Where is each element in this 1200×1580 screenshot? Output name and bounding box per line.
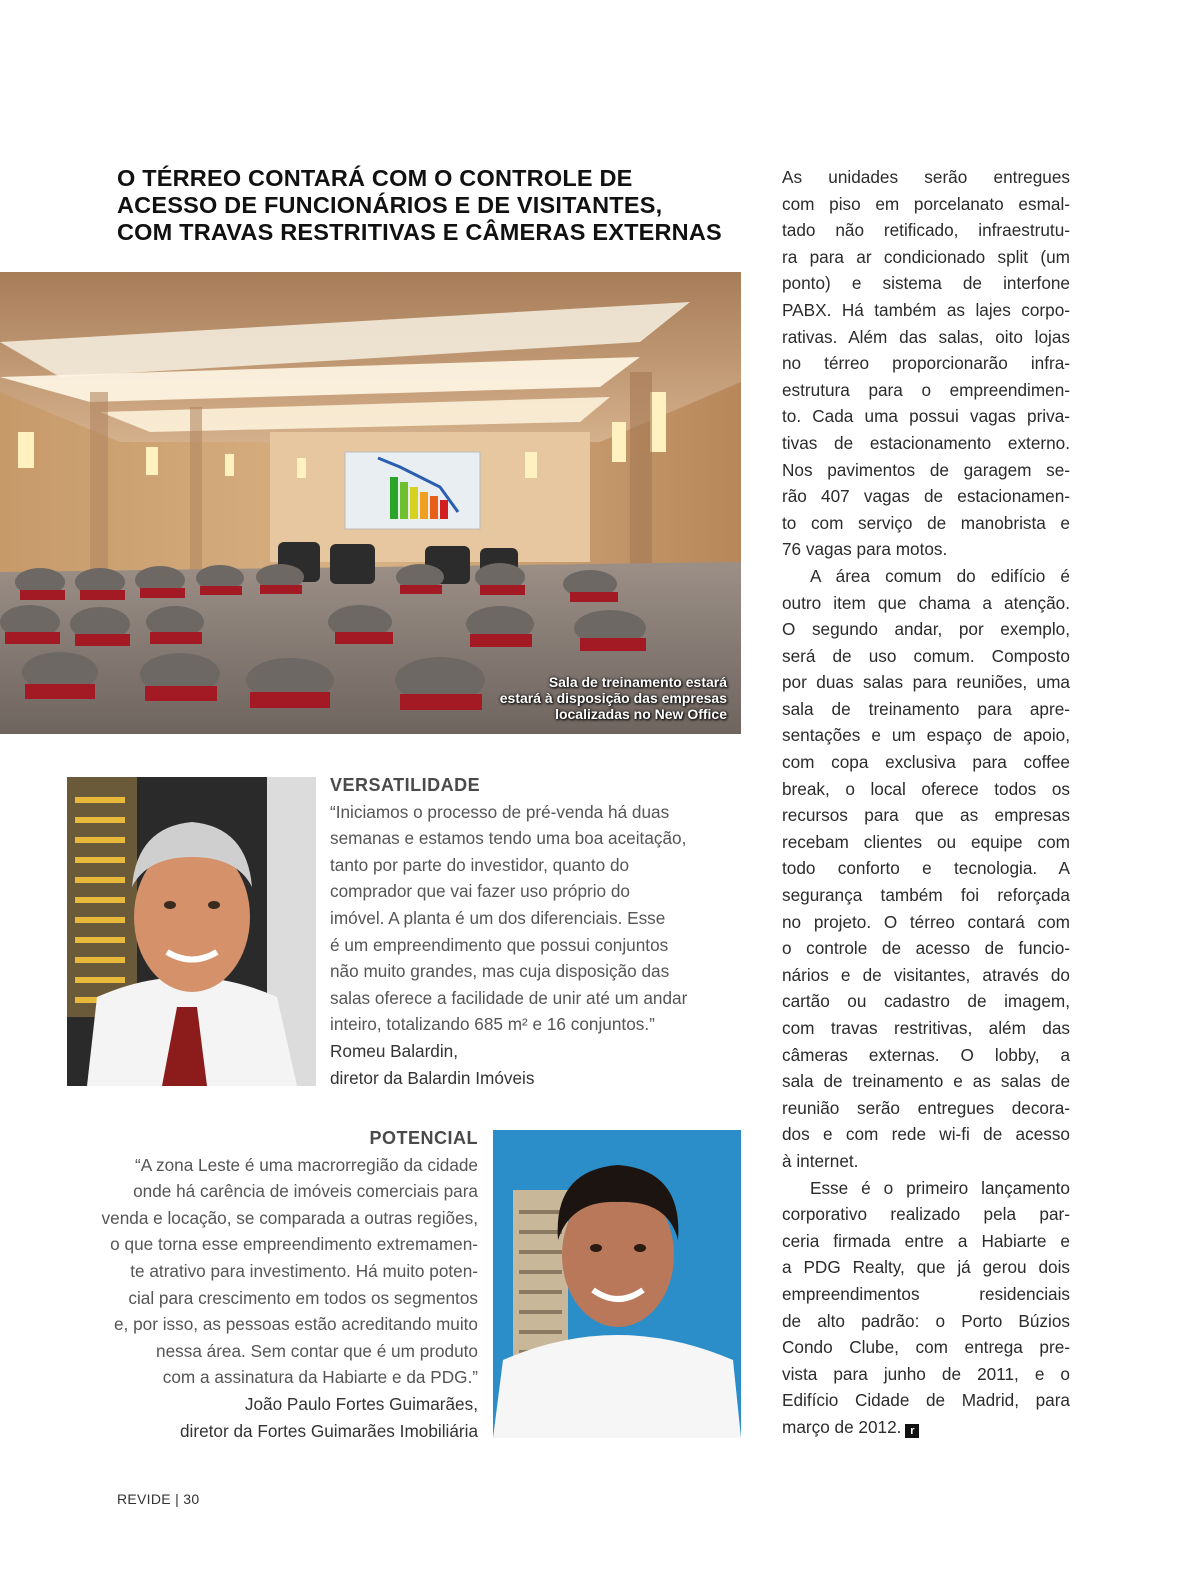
body-line: estrutura para o empreendimen- — [782, 379, 1070, 400]
photo-caption — [500, 674, 727, 722]
page-footer: REVIDE | 30 — [117, 1491, 200, 1507]
body-line: tivas de estacionamento externo. — [782, 432, 1070, 453]
body-line: Edifício Cidade de Madrid, para — [782, 1390, 1070, 1411]
quote-line: “A zona Leste é uma macrorregião da cidade — [135, 1154, 478, 1175]
body-line: O segundo andar, por exemplo, — [782, 619, 1070, 640]
body-line: no térreo proporcionarão infra- — [782, 353, 1070, 374]
quote-line: e, por isso, as pessoas estão acreditando muito — [113, 1314, 478, 1335]
body-line: nários e de visitantes, através do — [782, 964, 1070, 985]
quote-author-role: diretor da Fortes Guimarães Imobiliária — [179, 1420, 478, 1441]
quote-line: semanas e estamos tendo uma boa aceitação, — [330, 828, 687, 849]
quote-line: venda e locação, se comparada a outras regiões, — [101, 1207, 478, 1228]
body-line: o controle de acesso de funcio- — [782, 938, 1070, 959]
photo-caption-line: localizadas no New Office — [555, 706, 727, 722]
quote-title: POTENCIAL — [369, 1128, 478, 1148]
quote-line: com a assinatura da Habiarte e da PDG.” — [162, 1367, 478, 1388]
body-line: to com serviço de manobrista e — [782, 512, 1070, 533]
quote-line: salas oferece a facilidade de unir até um andar — [330, 987, 688, 1008]
body-line: PABX. Há também as lajes corpo- — [782, 299, 1070, 320]
body-line: Nos pavimentos de garagem se- — [782, 459, 1070, 480]
body-line-text: março de 2012. — [782, 1416, 902, 1437]
body-line: sala de treinamento para apre- — [782, 698, 1070, 719]
headline-line: COM TRAVAS RESTRITIVAS E CÂMERAS EXTERNAS — [117, 219, 722, 245]
body-line: de alto padrão: o Porto Búzios — [782, 1310, 1070, 1331]
body-line: dos e com rede wi-fi de acesso — [782, 1124, 1070, 1145]
body-line: sentações e um espaço de apoio, — [782, 725, 1070, 746]
body-line: empreendimentos residenciais — [782, 1283, 1070, 1304]
headline-line: ACESSO DE FUNCIONÁRIOS E DE VISITANTES, — [117, 192, 663, 218]
body-line: será de uso comum. Composto — [782, 645, 1070, 666]
body-line: to. Cada uma possui vagas priva- — [782, 406, 1070, 427]
body-line: por duas salas para reuniões, uma — [782, 672, 1070, 693]
body-line: rão 407 vagas de estacionamen- — [782, 486, 1070, 507]
photo-caption-line: Sala de treinamento estará — [548, 674, 727, 690]
quote-author-role: diretor da Balardin Imóveis — [330, 1067, 535, 1088]
headline — [117, 165, 757, 246]
body-line: com travas restritivas, além das — [782, 1018, 1070, 1038]
body-line: com copa exclusiva para coffee — [782, 752, 1070, 773]
body-line: com piso em porcelanato esmal- — [782, 193, 1070, 214]
article-body — [782, 164, 1070, 1441]
body-line: cartão ou cadastro de imagem, — [782, 991, 1070, 1012]
training-room-photo — [0, 272, 741, 734]
body-line: rativas. Além das salas, oito lojas — [782, 326, 1070, 347]
body-line: sala de treinamento e as salas de — [782, 1071, 1070, 1092]
portrait-illustration — [67, 777, 316, 1086]
body-line: ra para ar condicionado split (um — [782, 246, 1070, 267]
body-line: Esse é o primeiro lançamento — [810, 1177, 1070, 1198]
quote-line: é um empreendimento que possui conjuntos — [330, 934, 669, 955]
body-line: As unidades serão entregues — [782, 167, 1070, 187]
quote-line: inteiro, totalizando 685 m² e 16 conjuntos.” — [330, 1014, 655, 1035]
quote-line: “Iniciamos o processo de pré-venda há duas — [330, 801, 670, 822]
portrait-illustration — [493, 1130, 741, 1438]
portrait-romeu-balardin — [67, 777, 316, 1086]
body-line: no projeto. O térreo contará com — [782, 911, 1070, 932]
body-line: ponto) e sistema de interfone — [782, 273, 1070, 294]
body-line: reunião serão entregues decora- — [782, 1097, 1070, 1118]
quote-line: te atrativo para investimento. Há muito poten- — [130, 1260, 478, 1281]
training-room-illustration — [0, 272, 741, 734]
body-line: Condo Clube, com entrega pre- — [782, 1337, 1070, 1358]
headline-line: O TÉRREO CONTARÁ COM O CONTROLE DE — [117, 165, 633, 191]
body-line — [782, 1414, 1070, 1441]
body-line: tado não retificado, infraestrutu- — [782, 220, 1070, 241]
quote-author: João Paulo Fortes Guimarães, — [244, 1393, 478, 1414]
quote-line: comprador que vai fazer uso próprio do — [330, 881, 630, 902]
body-line: corporativo realizado pela par- — [782, 1204, 1070, 1225]
body-line: à internet. — [782, 1150, 859, 1171]
quote-versatilidade — [330, 772, 740, 1091]
portrait-joao-paulo-fortes-guimaraes — [493, 1130, 741, 1438]
quote-potencial — [30, 1125, 478, 1444]
quote-line: onde há carência de imóveis comerciais para — [133, 1181, 478, 1202]
end-mark-icon: r — [905, 1424, 919, 1438]
body-line: a PDG Realty, que já gerou dois — [782, 1257, 1070, 1278]
body-line: 76 vagas para motos. — [782, 539, 948, 560]
quote-line: não muito grandes, mas cuja disposição das — [330, 961, 670, 982]
body-line: todo conforto e tecnologia. A — [782, 858, 1070, 879]
quote-line: nessa área. Sem contar que é um produto — [156, 1340, 478, 1361]
body-line: recursos para que as empresas — [782, 805, 1070, 826]
photo-caption-line: estará à disposição das empresas — [499, 690, 727, 706]
body-line: ceria firmada entre a Habiarte e — [782, 1230, 1070, 1251]
quote-title: VERSATILIDADE — [330, 775, 481, 795]
quote-line: imóvel. A planta é um dos diferenciais. Esse — [330, 907, 666, 928]
quote-author: Romeu Balardin, — [330, 1040, 459, 1061]
body-line: break, o local oferece todos os — [782, 778, 1070, 799]
quote-line: tanto por parte do investidor, quanto do — [330, 854, 630, 875]
body-line: vista para junho de 2011, e o — [782, 1363, 1070, 1384]
body-line: segurança também foi reforçada — [782, 885, 1070, 906]
body-line: recebam clientes ou equipe com — [782, 831, 1070, 852]
body-line: A área comum do edifício é — [810, 565, 1070, 586]
quote-line: o que torna esse empreendimento extremamen- — [110, 1234, 478, 1255]
body-line: outro item que chama a atenção. — [782, 592, 1070, 613]
body-line: câmeras externas. O lobby, a — [782, 1044, 1070, 1065]
quote-line: cial para crescimento em todos os segmentos — [128, 1287, 478, 1308]
